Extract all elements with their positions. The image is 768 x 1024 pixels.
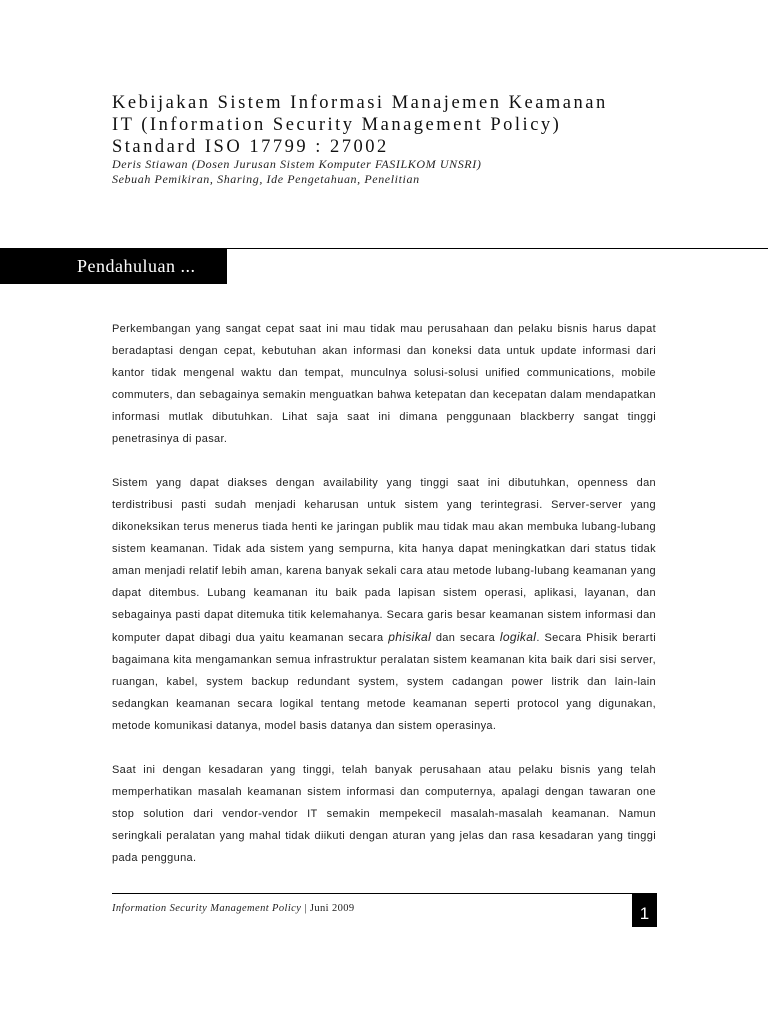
paragraph-2-text-c: . Secara Phisik berarti bagaimana kita mengamankan semua infrastruktur peralatan sistem keamanan kita baik dari sisi server, ruangan, kabel, system backup redundant system, system cadangan power listrik dan lain-lain sedangkan keamanan secara logikal tentang metode keamanan seperti protocol yang digunakan, metode komunikasi datanya, model basis datanya dan sistem operasinya.: [112, 632, 656, 732]
section-heading: Pendahuluan ...: [0, 248, 227, 284]
paragraph-2: [112, 472, 656, 737]
title-line-2: IT (Information Security Management Policy): [112, 115, 562, 135]
document-title: [112, 92, 712, 158]
title-line-1: Kebijakan Sistem Informasi Manajemen Keamanan: [112, 93, 608, 113]
emphasis-phisikal: phisikal: [388, 630, 432, 644]
paragraph-3: Saat ini dengan kesadaran yang tinggi, telah banyak perusahaan atau pelaku bisnis yang telah memperhatikan masalah keamanan sistem informasi dan computernya, apalagi dengan tawaran one stop solution dari vendor-vendor IT semakin mempekecil masalah-masalah keamanan. Namun seringkali peralatan yang mahal tidak diikuti dengan aturan yang jelas dan rasa kesadaran yang tinggi pada pengguna.: [112, 764, 656, 864]
footer: [112, 903, 355, 914]
paragraph-2-text-b: dan secara: [431, 632, 500, 644]
body-text: [112, 318, 656, 891]
footer-divider: [112, 893, 657, 894]
paragraph-2-text-a: Sistem yang dapat diakses dengan availability yang tinggi saat ini dibutuhkan, openness dan terdistribusi pasti sudah menjadi keharusan untuk sistem yang terintegrasi. Server-server yang dikoneksikan terus menerus tiada henti ke jaringan publik mau tidak mau akan membuka lubang-lubang sistem keamanan. Tidak ada sistem yang sempurna, kita hanya dapat meningkatkan dari status tidak aman menjadi relatif lebih aman, karena banyak sekali cara atau metode lubang-lubang keamanan yang dapat ditembus. Lubang keamanan itu baik pada lapisan sistem operasi, aplikasi, layanan, dan sebagainya pasti dapat ditemuka titik kelemahanya. Secara garis besar keamanan sistem informasi dan komputer dapat dibagi dua yaitu keamanan secara: [112, 477, 656, 644]
tagline: Sebuah Pemikiran, Sharing, Ide Pengetahuan, Penelitian: [112, 172, 420, 186]
page-number: 1: [632, 893, 657, 927]
footer-doc-title: Information Security Management Policy: [112, 903, 302, 914]
byline: [112, 157, 481, 187]
paragraph-1: Perkembangan yang sangat cepat saat ini mau tidak mau perusahaan dan pelaku bisnis harus dapat beradaptasi dengan cepat, kebutuhan akan informasi dan koneksi data untuk update informasi dari kantor tidak mengenal waktu dan tempat, munculnya solusi-solusi unified communications, mobile commuters, dan sebagainya semakin menguatkan bahwa ketepatan dan kecepatan dalam mendapatkan informasi mutlak dibutuhkan. Lihat saja saat ini dimana penggunaan blackberry sangat tinggi penetrasinya di pasar.: [112, 323, 656, 445]
title-line-3: Standard ISO 17799 : 27002: [112, 137, 389, 157]
author-line: Deris Stiawan (Dosen Jurusan Sistem Komputer FASILKOM UNSRI): [112, 157, 482, 171]
footer-separator: |: [301, 903, 310, 914]
emphasis-logikal: logikal: [499, 630, 537, 644]
footer-date: Juni 2009: [309, 903, 355, 914]
